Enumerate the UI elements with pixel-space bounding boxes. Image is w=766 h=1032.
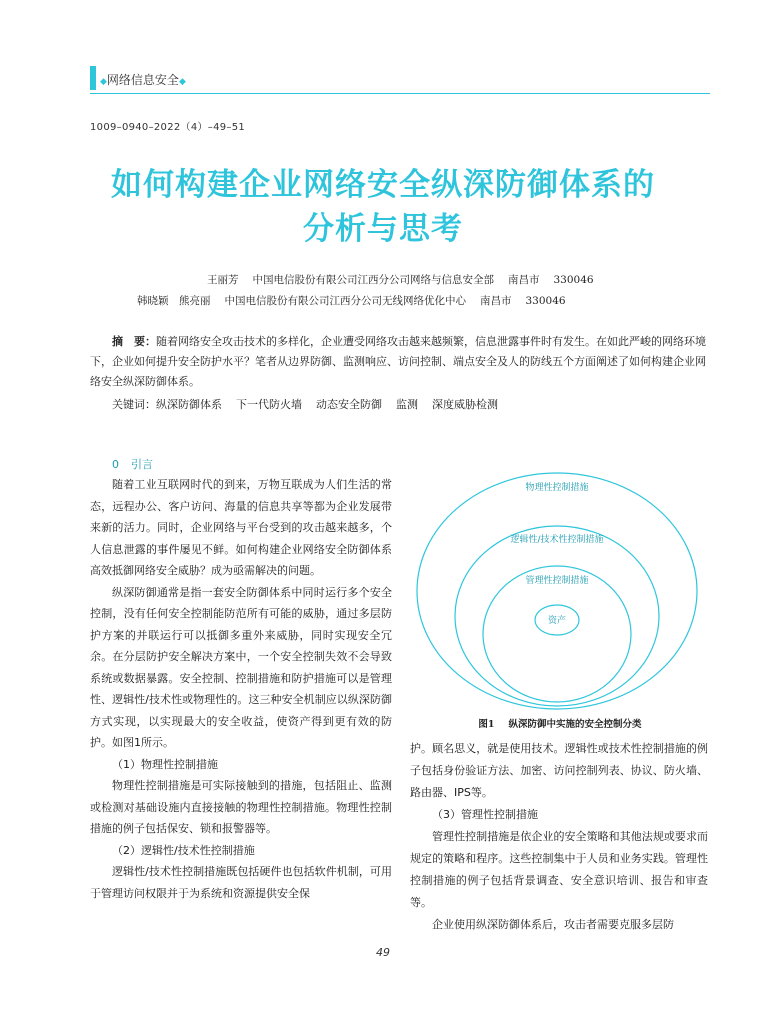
author-names: 王丽芳 — [207, 274, 239, 286]
author-city: 南昌市 — [508, 274, 540, 286]
abstract-label: 摘 要： — [112, 335, 156, 348]
article-title — [60, 163, 706, 251]
section-title: 引言 — [131, 458, 153, 471]
abstract-text: 随着网络安全攻击技术的多样化，企业遭受网络攻击越来越频繁，信息泄露事件时有发生。在如此严峻的网络环境下，企业如何提升安全防护水平？笔者从边界防御、监测响应、访问控制、端点安全及人的防线五个方面阐述了如何构建企业网络安全纵深防御体系。 — [90, 335, 706, 388]
diamond-icon: ◆ — [178, 77, 186, 87]
keyword: 动态安全防御 — [316, 398, 382, 411]
left-column — [90, 474, 392, 904]
layer-label-administrative: 管理性控制措施 — [525, 576, 589, 586]
section-number: 0 — [112, 458, 119, 471]
figure-number: 图1 — [478, 719, 495, 730]
author-affiliation: 中国电信股份有限公司江西分公司网络与信息安全部 — [252, 274, 494, 286]
paragraph: 物理性控制措施是可实际接触到的措施，包括阻止、监测或检测对基础设施内直接接触的物理性控制措施。物理性控制措施的例子包括保安、锁和报警器等。 — [90, 779, 392, 835]
keyword: 监测 — [396, 398, 418, 411]
keywords — [90, 395, 706, 415]
layer-label-physical: 物理性控制措施 — [525, 483, 589, 493]
paragraph: 管理性控制措施是依企业的安全策略和其他法规或要求而规定的策略和程序。这些控制集中于人员和业务实践。管理性控制措施的例子包括背景调查、安全意识培训、报告和审查等。 — [410, 830, 708, 909]
header-section-name: 网络信息安全 — [106, 73, 179, 87]
author-affiliation: 中国电信股份有限公司江西分公司无线网络优化中心 — [224, 295, 466, 307]
subheading: （1）物理性控制措施 — [112, 757, 218, 771]
page-number: 49 — [376, 946, 390, 959]
defense-layers-figure — [412, 466, 708, 712]
section-heading-intro — [112, 456, 153, 472]
layer-label-logical: 逻辑性/技术性控制措施 — [510, 535, 604, 545]
header-section-label — [100, 71, 186, 88]
paragraph: 企业使用纵深防御体系后，攻击者需要克服多层防 — [432, 918, 674, 931]
paragraph: 逻辑性/技术性控制措施既包括硬件也包括软件机制，可用于管理访问权限并于为系统和资源提供安全保 — [90, 865, 392, 900]
keyword: 深度威胁检测 — [432, 398, 498, 411]
layer-label-asset: 资产 — [547, 616, 567, 626]
layer-ellipse-administrative — [483, 566, 631, 702]
title-line-1: 如何构建企业网络安全纵深防御体系的 — [111, 167, 655, 203]
paragraph: 护。顾名思义，就是使用技术。逻辑性或技术性控制措施的例子包括身份验证方法、加密、访问控制列表、协议、防火墙、路由器、IPS等。 — [410, 742, 708, 799]
title-line-2: 分析与思考 — [303, 211, 463, 247]
figure-caption-text: 纵深防御中实施的安全控制分类 — [508, 719, 642, 730]
header-rule — [90, 93, 710, 94]
paragraph: 随着工业互联网时代的到来，万物互联成为人们生活的常态，远程办公、客户访问、海量的信息共享等都为企业发展带来新的活力。同时，企业网络与平台受到的攻击越来越多，个人信息泄露的事件屡见不鲜。如何构建企业网络安全防御体系高效抵御网络安全威胁？成为亟需解决的问题。 — [90, 478, 392, 577]
abstract — [90, 332, 706, 392]
keyword: 下一代防火墙 — [236, 398, 302, 411]
diamond-icon: ◆ — [100, 77, 107, 87]
author-zip: 330046 — [525, 295, 566, 307]
keywords-label: 关键词： — [112, 398, 156, 411]
author-zip: 330046 — [553, 274, 594, 286]
author-line-2 — [137, 293, 580, 308]
author-names: 韩晓颖 熊亮丽 — [137, 295, 211, 307]
author-city: 南昌市 — [480, 295, 512, 307]
right-column — [410, 738, 708, 936]
paragraph: 纵深防御通常是指一套安全防御体系中同时运行多个安全控制，没有任何安全控制能防范所有可能的威胁，通过多层防护方案的并联运行可以抵御多重外来威胁，同时实现安全冗余。在分层防护安全解决方案中，一个安全控制失效不会导致系统或数据暴露。安全控制、控制措施和防护措施可以是管理性、逻辑性/技术性或物理性的。这三种安全机制应以纵深防御方式实现，以实现最大的安全收益，使资产得到更有效的防护。如图1所示。 — [90, 585, 392, 749]
header-accent-bar — [90, 66, 96, 90]
keyword: 纵深防御体系 — [156, 398, 222, 411]
subheading: （2）逻辑性/技术性控制措施 — [112, 843, 255, 857]
subheading: （3）管理性控制措施 — [432, 808, 538, 821]
figure-caption — [412, 716, 708, 730]
journal-header — [90, 66, 710, 96]
article-code: 1009–0940–2022（4）–49–51 — [90, 122, 246, 133]
author-line-1 — [207, 272, 608, 287]
